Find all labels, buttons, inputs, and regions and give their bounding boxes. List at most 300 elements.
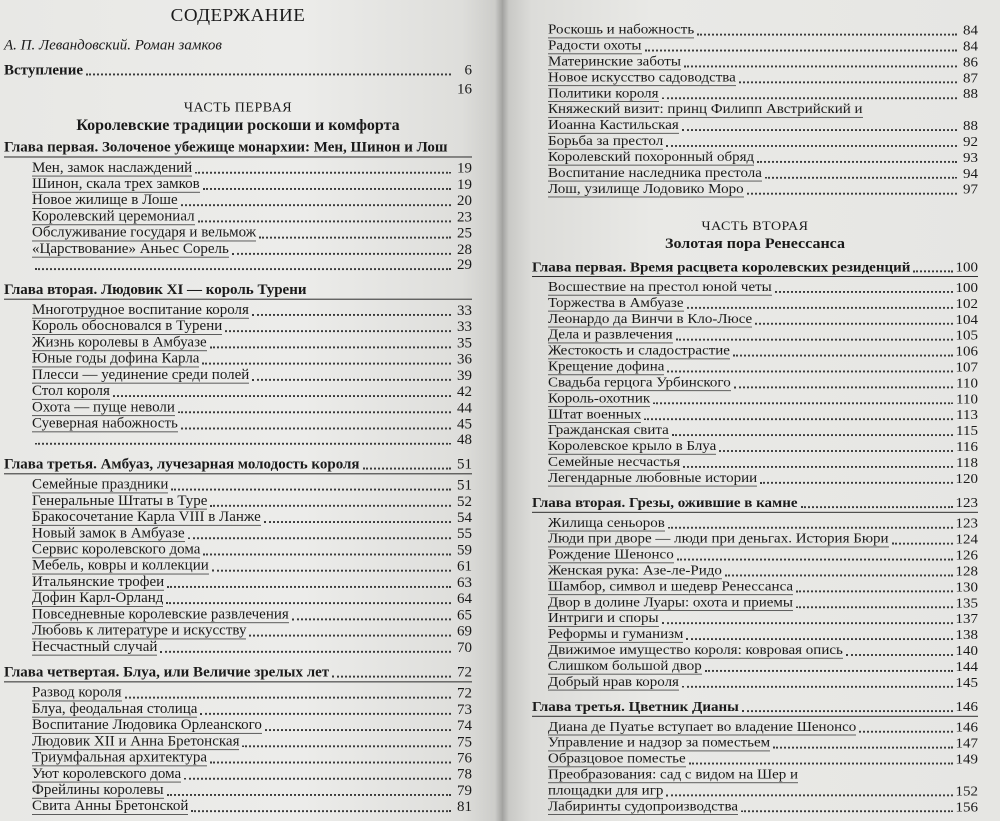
entry-page: 135 <box>955 596 978 612</box>
section-entry[interactable] <box>532 751 978 767</box>
section-entry[interactable] <box>532 312 978 328</box>
entry-page: 72 <box>457 665 472 681</box>
part-one-label: ЧАСТЬ ПЕРВАЯ <box>183 101 293 116</box>
entry-page: 102 <box>955 296 978 312</box>
section-entry[interactable] <box>532 799 978 815</box>
entry-page: 104 <box>955 312 978 328</box>
section-entry[interactable] <box>4 177 472 193</box>
entry-page: 118 <box>956 455 978 471</box>
section-entry[interactable] <box>532 182 978 198</box>
section-entry[interactable] <box>4 510 472 526</box>
chapter-heading[interactable] <box>4 457 472 474</box>
entry-text: Движимое имущество короля: ковровая опись <box>548 642 843 658</box>
entry-text: Новое искусство садоводства <box>548 70 736 86</box>
dot-leader <box>332 676 451 678</box>
dot-leader <box>846 654 953 656</box>
entry-text: Княжеский визит: принц Филипп Австрийский и <box>548 101 863 117</box>
entry-text: Слишком большой двор <box>548 658 702 674</box>
entry-text: Король обосновался в Турени <box>32 318 223 335</box>
dot-leader <box>801 506 953 508</box>
entry-page: 69 <box>457 624 472 640</box>
entry-page: 110 <box>956 376 978 392</box>
section-entry[interactable] <box>532 595 978 611</box>
entry-text: Радости охоты <box>548 38 642 54</box>
entry-text: Лош, узилище Лодовико Моро <box>548 181 744 197</box>
entry-page: 36 <box>457 352 472 368</box>
dot-leader <box>178 411 451 413</box>
entry-text: площадки для игр <box>548 783 664 799</box>
part-two-label: ЧАСТЬ ВТОРАЯ <box>701 219 809 234</box>
entry-page: 28 <box>457 242 472 258</box>
entry-text: Интриги и споры <box>548 611 659 626</box>
entry-page: 55 <box>457 526 472 543</box>
entry-page: 86 <box>963 55 978 71</box>
entry-text: Глава первая. Время расцвета королевских резиденций <box>532 260 911 276</box>
entry-text: Триумфальная архитектура <box>32 750 208 766</box>
dot-leader <box>167 586 451 588</box>
intro-entry-foreword[interactable] <box>4 38 472 53</box>
entry-page: 70 <box>457 640 472 656</box>
dot-leader <box>662 97 957 99</box>
section-entry[interactable] <box>4 432 472 447</box>
dot-leader <box>35 443 451 445</box>
dot-leader <box>252 314 451 316</box>
section-entry[interactable] <box>4 319 472 335</box>
section-entry[interactable] <box>532 783 978 799</box>
entry-page: 140 <box>955 643 978 659</box>
dot-leader <box>742 710 953 712</box>
section-entry[interactable] <box>532 659 978 675</box>
dot-leader <box>689 763 953 765</box>
entry-text: Штат военных <box>548 407 642 423</box>
entry-text: Семейные несчастья <box>548 454 681 470</box>
dot-leader <box>676 339 953 341</box>
dot-leader <box>757 161 957 163</box>
entry-page: 19 <box>457 161 472 177</box>
section-entry[interactable] <box>532 54 978 70</box>
entry-page: 81 <box>457 799 472 815</box>
section-entry[interactable] <box>4 367 472 383</box>
entry-page: 88 <box>963 87 978 102</box>
section-entry[interactable] <box>4 799 472 815</box>
section-entry[interactable] <box>532 166 978 182</box>
section-entry[interactable] <box>532 359 978 375</box>
dot-leader <box>203 188 451 190</box>
section-entry[interactable] <box>532 38 978 54</box>
dot-leader <box>653 402 953 404</box>
entry-page: 78 <box>457 767 472 783</box>
part-one-name: Королевские традиции роскоши и комфорта <box>76 117 400 134</box>
entry-text: Семейные праздники <box>32 477 169 493</box>
section-entry[interactable] <box>4 591 472 607</box>
entry-text: Свадьба герцога Урбинского <box>548 375 731 391</box>
section-entry[interactable] <box>4 558 472 574</box>
entry-text: Торжества в Амбуазе <box>548 295 684 311</box>
section-entry[interactable] <box>4 351 472 367</box>
section-entry[interactable] <box>532 280 978 296</box>
dot-leader <box>225 330 451 332</box>
dot-leader <box>755 323 952 325</box>
section-entry[interactable] <box>532 547 978 563</box>
dot-leader <box>666 145 957 147</box>
entry-text: Многотрудное воспитание короля <box>32 302 249 318</box>
dot-leader <box>181 204 451 206</box>
section-entry[interactable] <box>532 516 978 532</box>
entry-text: Вступление <box>4 62 83 79</box>
entry-page: 87 <box>963 71 978 87</box>
left-page-content <box>0 0 502 815</box>
entry-text: Иоанна Кастильская <box>548 117 679 133</box>
section-entry[interactable] <box>4 160 472 176</box>
dot-leader <box>200 713 451 715</box>
entry-text: Королевский похоронный обряд <box>548 149 755 165</box>
entry-page: 20 <box>457 193 472 209</box>
dot-leader <box>292 618 451 620</box>
entry-page: 74 <box>457 718 472 734</box>
section-entry[interactable] <box>4 734 472 750</box>
section-entry[interactable] <box>532 767 978 783</box>
section-entry[interactable] <box>532 118 978 134</box>
entry-text: Королевский церемониал <box>32 208 195 225</box>
entry-page: 149 <box>955 752 978 768</box>
entry-text: Охота — пуще неволи <box>32 399 175 416</box>
entry-page: 138 <box>955 627 978 643</box>
section-entry[interactable] <box>4 750 472 766</box>
entry-page: 51 <box>457 478 472 494</box>
dot-leader <box>892 543 953 545</box>
entry-text: Мебель, ковры и коллекции <box>32 558 209 574</box>
entry-text: Стол короля <box>32 383 110 399</box>
dot-leader <box>773 747 952 749</box>
section-entry[interactable] <box>532 327 978 343</box>
dot-leader <box>765 177 957 179</box>
entry-text: Гражданская свита <box>548 422 669 438</box>
entry-page: 29 <box>457 257 472 273</box>
entry-text: Глава первая. Золоченое убежище монархии: Мен, Шинон и Лош <box>4 140 448 156</box>
entry-text: Восшествие на престол юной четы <box>548 279 772 295</box>
entry-text: Повседневные королевские развлечения <box>32 606 289 623</box>
entry-text: Рождение Шенонсо <box>548 547 674 563</box>
dot-leader <box>859 731 952 733</box>
chapter-heading[interactable] <box>532 700 978 717</box>
entry-text: Глава вторая. Людовик XI — король Турени <box>4 282 307 298</box>
entry-page: 152 <box>955 784 978 800</box>
entry-text: Двор в долине Луары: охота и приемы <box>548 595 793 611</box>
entry-text: Жестокость и сладострастие <box>548 343 730 359</box>
dot-leader <box>181 428 451 430</box>
section-entry[interactable] <box>532 343 978 359</box>
entry-text: Управление и надзор за поместьем <box>548 735 771 751</box>
section-entry[interactable] <box>4 209 472 225</box>
dot-leader <box>113 395 451 397</box>
chapter-heading[interactable] <box>4 140 472 157</box>
entry-text: Диана де Пуатье вступает во владение Шенонсо <box>548 719 857 735</box>
entry-page: 97 <box>963 182 978 198</box>
entry-text: Развод короля <box>32 685 122 701</box>
entry-text: Плесси — уединение среди полей <box>32 367 250 383</box>
section-entry[interactable] <box>532 22 978 38</box>
entry-page: 120 <box>955 471 978 487</box>
entry-page: 54 <box>457 510 472 526</box>
entry-text: Глава четвертая. Блуа, или Величие зрелых лет <box>4 665 330 681</box>
entry-page: 25 <box>457 226 472 242</box>
dot-leader <box>796 590 952 592</box>
section-entry[interactable] <box>4 335 472 351</box>
entry-page: 16 <box>457 82 472 98</box>
dot-leader <box>760 482 952 484</box>
entry-text: Людовик XII и Анна Бретонская <box>32 733 240 750</box>
chapter-heading[interactable] <box>532 260 978 277</box>
right-top-items <box>532 22 978 197</box>
entry-text: Дела и развлечения <box>548 327 673 343</box>
entry-text: Жизнь королевы в Амбуазе <box>32 334 207 351</box>
entry-page: 92 <box>963 134 978 150</box>
section-entry[interactable] <box>532 296 978 312</box>
section-entry[interactable] <box>532 455 978 471</box>
entry-text: Роскошь и набожность <box>548 22 695 38</box>
section-entry[interactable] <box>532 102 978 118</box>
entry-text: Мен, замок наслаждений <box>32 160 193 176</box>
section-entry[interactable] <box>4 241 472 257</box>
entry-page: 115 <box>956 423 978 439</box>
entry-page: 35 <box>457 335 472 352</box>
entry-page: 93 <box>963 150 978 166</box>
dot-leader <box>184 778 451 780</box>
entry-text: Воспитание Людовика Орлеанского <box>32 717 262 733</box>
entry-page: 146 <box>955 699 978 715</box>
section-entry[interactable] <box>4 477 472 493</box>
section-entry[interactable] <box>4 384 472 400</box>
section-entry[interactable] <box>4 416 472 432</box>
section-entry[interactable] <box>4 225 472 241</box>
dot-leader <box>35 268 451 270</box>
dot-leader <box>796 606 953 608</box>
chapter-heading[interactable] <box>4 665 472 682</box>
entry-page: 156 <box>955 800 978 815</box>
dot-leader <box>672 434 953 436</box>
dot-leader <box>697 34 957 36</box>
dot-leader <box>687 307 953 309</box>
dot-leader <box>210 346 451 348</box>
dot-leader <box>264 521 451 523</box>
dot-leader <box>739 81 957 83</box>
section-entry[interactable] <box>4 526 472 542</box>
entry-text: Материнские заботы <box>548 54 681 70</box>
dot-leader <box>913 270 952 272</box>
entry-text: Уют королевского дома <box>32 766 182 782</box>
section-entry[interactable] <box>532 375 978 391</box>
entry-text: Итальянские трофеи <box>32 574 165 590</box>
entry-text: Глава третья. Цветник Дианы <box>532 699 739 715</box>
entry-page: 100 <box>955 260 978 276</box>
entry-page: 107 <box>955 360 978 376</box>
section-entry[interactable] <box>532 579 978 595</box>
section-entry[interactable] <box>532 471 978 487</box>
entry-page: 84 <box>963 39 978 55</box>
section-entry[interactable] <box>4 766 472 782</box>
dot-leader <box>160 651 451 653</box>
entry-page: 128 <box>955 564 978 580</box>
dot-leader <box>719 450 953 452</box>
entry-page: 147 <box>955 736 978 752</box>
section-entry[interactable] <box>4 639 472 655</box>
entry-text: Новое жилище в Лоше <box>32 192 178 209</box>
section-entry[interactable] <box>532 735 978 751</box>
dot-leader <box>166 602 451 604</box>
entry-text: Фрейлины королевы <box>32 782 164 798</box>
dot-leader <box>249 635 451 637</box>
entry-page: 6 <box>464 62 472 79</box>
entry-text: Крещение дофина <box>548 359 665 375</box>
section-entry[interactable] <box>4 193 472 209</box>
entry-page: 39 <box>457 368 472 384</box>
section-entry[interactable] <box>532 150 978 166</box>
entry-text: Несчастный случай <box>32 639 158 655</box>
section-entry[interactable] <box>4 701 472 717</box>
entry-text: Бракосочетание Карла VIII в Ланже <box>32 509 261 525</box>
section-entry[interactable] <box>4 542 472 558</box>
entry-text: Глава вторая. Грезы, ожившие в камне <box>532 495 798 511</box>
entry-text: Лабиринты судопроизводства <box>548 799 738 815</box>
section-entry[interactable] <box>4 783 472 799</box>
right-page <box>502 0 1000 821</box>
dot-leader <box>188 537 451 539</box>
section-entry[interactable] <box>532 675 978 691</box>
dot-leader <box>259 237 451 239</box>
entry-page: 130 <box>955 580 978 596</box>
entry-page: 146 <box>955 720 978 736</box>
dot-leader <box>265 729 451 731</box>
entry-text: Преобразования: сад с видом на Шер и <box>548 767 799 783</box>
entry-page: 105 <box>955 328 978 344</box>
section-entry[interactable] <box>532 643 978 659</box>
entry-text: Свита Анны Бретонской <box>32 798 189 815</box>
entry-page: 84 <box>963 23 978 39</box>
right-page-content <box>502 0 1000 815</box>
entry-text: Шамбор, символ и шедевр Ренессанса <box>548 579 794 595</box>
entry-page: 48 <box>457 432 472 448</box>
dot-leader <box>741 810 953 812</box>
section-entry[interactable] <box>532 439 978 455</box>
entry-page: 116 <box>956 439 978 455</box>
section-entry[interactable] <box>532 70 978 86</box>
dot-leader <box>210 505 451 507</box>
section-entry[interactable] <box>4 400 472 416</box>
dot-leader <box>644 418 953 420</box>
section-entry[interactable] <box>532 531 978 547</box>
entry-page: 44 <box>457 400 472 417</box>
entry-text: Реформы и гуманизм <box>548 626 684 642</box>
dot-leader <box>645 50 958 52</box>
section-entry[interactable] <box>4 718 472 734</box>
entry-text: Леонардо да Винчи в Кло-Люсе <box>548 311 753 327</box>
entry-text: Люди при дворе — люди при деньгах. История Бюри <box>548 531 889 547</box>
dot-leader <box>677 559 953 561</box>
intro-tail-page-line <box>4 82 472 97</box>
dot-leader <box>125 697 451 699</box>
section-entry[interactable] <box>4 258 472 273</box>
entry-text: Глава третья. Амбуаз, лучезарная молодость короля <box>4 457 360 473</box>
dot-leader <box>667 371 952 373</box>
section-entry[interactable] <box>532 391 978 407</box>
entry-text: Воспитание наследника престола <box>548 165 762 181</box>
dot-leader <box>747 193 957 195</box>
entry-text: Королевское крыло в Блуа <box>548 438 717 454</box>
entry-page: 106 <box>955 344 978 360</box>
dot-leader <box>705 670 953 672</box>
chapter-heading[interactable] <box>4 282 472 299</box>
dot-leader <box>734 386 953 388</box>
section-entry[interactable] <box>4 623 472 639</box>
entry-page: 33 <box>457 303 472 319</box>
entry-page: 65 <box>457 607 472 624</box>
dot-leader <box>210 762 451 764</box>
entry-page: 63 <box>457 575 472 591</box>
dot-leader <box>682 129 957 131</box>
entry-page: 19 <box>457 177 472 193</box>
dot-leader <box>202 363 451 365</box>
section-entry[interactable] <box>532 134 978 150</box>
entry-text: Обслуживание государя и вельмож <box>32 225 257 241</box>
chapter-heading[interactable] <box>532 496 978 513</box>
section-entry[interactable] <box>532 86 978 102</box>
entry-text: Юные годы дофина Карла <box>32 351 200 367</box>
entry-page: 75 <box>457 734 472 751</box>
entry-page: 33 <box>457 319 472 335</box>
entry-text: Женская рука: Азе-ле-Ридо <box>548 563 722 579</box>
dot-leader <box>232 253 451 255</box>
dot-leader <box>682 686 953 688</box>
entry-page: 123 <box>955 495 978 511</box>
section-entry[interactable] <box>4 493 472 509</box>
entry-page: 123 <box>955 516 978 532</box>
dot-leader <box>252 379 451 381</box>
entry-page: 79 <box>457 783 472 799</box>
section-entry[interactable] <box>4 575 472 591</box>
entry-page: 76 <box>457 751 472 767</box>
entry-text: Новый замок в Амбуазе <box>32 525 185 542</box>
intro-entry-introduction[interactable] <box>4 63 472 78</box>
dot-leader <box>666 794 952 796</box>
section-entry[interactable] <box>532 627 978 643</box>
section-entry[interactable] <box>4 607 472 623</box>
entry-text: Шинон, скала трех замков <box>32 176 200 192</box>
entry-page: 100 <box>955 280 978 296</box>
section-entry[interactable] <box>532 423 978 439</box>
section-entry[interactable] <box>4 303 472 319</box>
entry-page: 88 <box>963 118 978 134</box>
entry-page: 51 <box>457 457 472 473</box>
entry-text: Жилища сеньоров <box>548 515 665 531</box>
entry-text: Король-охотник <box>548 391 651 407</box>
entry-page: 126 <box>955 548 978 564</box>
dot-leader <box>212 570 451 572</box>
section-entry[interactable] <box>532 563 978 579</box>
section-entry[interactable] <box>532 407 978 423</box>
section-entry[interactable] <box>4 685 472 701</box>
dot-leader <box>198 220 451 222</box>
book-gutter <box>495 0 509 821</box>
entry-page: 145 <box>955 675 978 691</box>
dot-leader <box>775 291 953 293</box>
entry-text: Политики короля <box>548 86 659 102</box>
entry-page: 110 <box>956 392 978 408</box>
section-entry[interactable] <box>532 720 978 736</box>
section-entry[interactable] <box>532 611 978 627</box>
entry-text: Блуа, феодальная столица <box>32 701 198 717</box>
entry-text: Сервис королевского дома <box>32 542 201 558</box>
dot-leader <box>662 622 953 624</box>
